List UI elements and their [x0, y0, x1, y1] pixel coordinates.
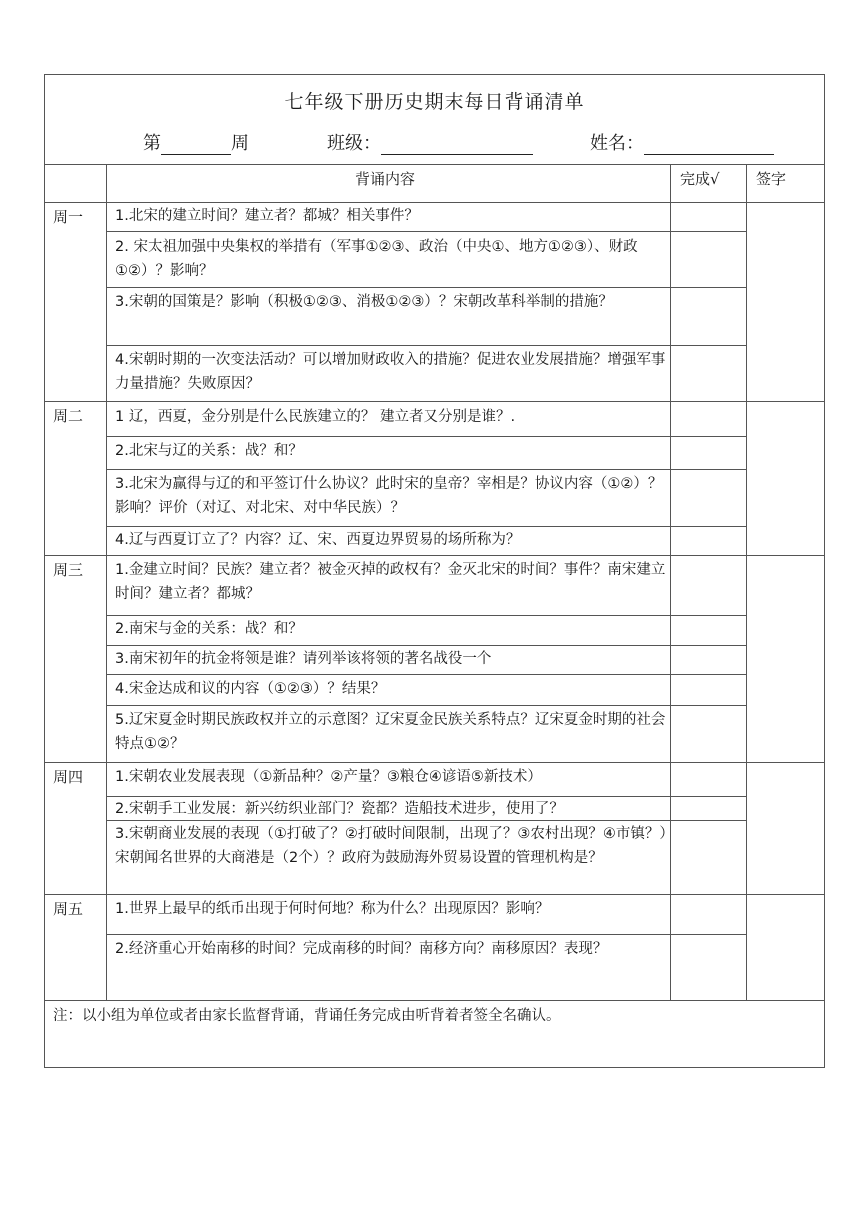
- week-label-wed: 周三: [53, 561, 84, 579]
- list-item: 3.宋朝的国策是？影响（积极①②③、消极①②③）？宋朝改革科举制的措施？: [115, 294, 613, 310]
- class-label: 班级：: [327, 133, 381, 154]
- col-rule-week: [106, 164, 107, 1000]
- week-prefix: 第: [143, 133, 161, 154]
- week-blank[interactable]: [161, 137, 231, 155]
- list-item: 3.北宋为赢得与辽的和平签订什么协议？此时宋的皇帝？宰相是？协议内容（①②）？影响？评价（对辽、对北宋、对中华民族）？: [115, 476, 663, 516]
- week-label-tue: 周二: [53, 407, 84, 425]
- name-field: [590, 129, 774, 155]
- item-rule: [106, 934, 746, 935]
- list-item: 4.宋金达成和议的内容（①②③）？结果？: [115, 681, 386, 697]
- header-sign: 签字: [756, 170, 787, 188]
- list-item: 3.宋朝商业发展的表现（①打破了？②打破时间限制，出现了？③农村出现？④市镇？）宋朝闻名世界的大商港是（2个）？政府为鼓励海外贸易设置的管理机构是？: [115, 826, 667, 866]
- list-item: 4.宋朝时期的一次变法活动？可以增加财政收入的措施？促进农业发展措施？增强军事力量措施？失败原因？: [115, 352, 666, 392]
- class-blank[interactable]: [381, 137, 533, 155]
- class-field: [327, 129, 533, 155]
- list-item: 1.金建立时间？民族？建立者？被金灭掉的政权有？金灭北宋的时间？事件？南宋建立时间？建立者？都城？: [115, 562, 666, 602]
- list-item: 1.世界上最早的纸币出现于何时何地？称为什么？出现原因？影响？: [115, 901, 550, 917]
- header-done: 完成√: [680, 170, 720, 188]
- item-rule: [106, 287, 746, 288]
- list-item: 4.辽与西夏订立了？内容？辽、宋、西夏边界贸易的场所称为？: [115, 532, 521, 548]
- list-item: 2.南宋与金的关系：战？和？: [115, 621, 303, 637]
- week-label-mon: 周一: [53, 208, 84, 226]
- item-rule: [106, 469, 746, 470]
- week-rule-1: [45, 401, 824, 402]
- item-rule: [106, 645, 746, 646]
- week-label-fri: 周五: [53, 900, 84, 918]
- item-rule: [106, 526, 746, 527]
- week-rule-5: [45, 1000, 824, 1001]
- item-rule: [106, 436, 746, 437]
- list-item: 3.南宋初年的抗金将领是谁？请列举该将领的著名战役一个: [115, 651, 492, 667]
- week-label-thu: 周四: [53, 768, 84, 786]
- list-item: 2.经济重心开始南移的时间？完成南移的时间？南移方向？南移原因？表现？: [115, 941, 608, 957]
- week-rule-4: [45, 894, 824, 895]
- header-bottom-rule: [45, 202, 824, 203]
- footer-note: 注：以小组为单位或者由家长监督背诵，背诵任务完成由听背着者签全名确认。: [53, 1008, 561, 1024]
- item-rule: [106, 615, 746, 616]
- col-rule-content: [670, 164, 671, 1000]
- recitation-sheet: [44, 74, 825, 1068]
- item-rule: [106, 231, 746, 232]
- item-rule: [106, 345, 746, 346]
- list-item: 2.宋朝手工业发展：新兴纺织业部门？瓷都？造船技术进步，使用了？: [115, 801, 564, 817]
- week-rule-3: [45, 762, 824, 763]
- item-rule: [106, 705, 746, 706]
- name-blank[interactable]: [644, 137, 774, 155]
- list-item: 1.北宋的建立时间？建立者？都城？相关事件？: [115, 208, 419, 224]
- list-item: 1 辽，西夏，金分别是什么民族建立的？ 建立者又分别是谁？.: [115, 409, 516, 425]
- week-suffix: 周: [231, 133, 249, 154]
- week-rule-2: [45, 555, 824, 556]
- week-field: [143, 129, 249, 155]
- document-title: 七年级下册历史期末每日背诵清单: [284, 91, 585, 113]
- list-item: 2. 宋太祖加强中央集权的举措有（军事①②③、政治（中央①、地方①②③）、财政①②）？影响？: [115, 239, 638, 279]
- list-item: 5.辽宋夏金时期民族政权并立的示意图？辽宋夏金民族关系特点？辽宋夏金时期的社会特点①②？: [115, 712, 666, 752]
- item-rule: [106, 674, 746, 675]
- header-top-rule: [45, 164, 824, 165]
- col-rule-done: [746, 164, 747, 1000]
- list-item: 2.北宋与辽的关系：战？和？: [115, 443, 303, 459]
- list-item: 1.宋朝农业发展表现（①新品种？②产量？③粮仓④谚语⑤新技术）: [115, 769, 542, 785]
- header-content: 背诵内容: [355, 170, 416, 188]
- name-label: 姓名：: [590, 133, 644, 154]
